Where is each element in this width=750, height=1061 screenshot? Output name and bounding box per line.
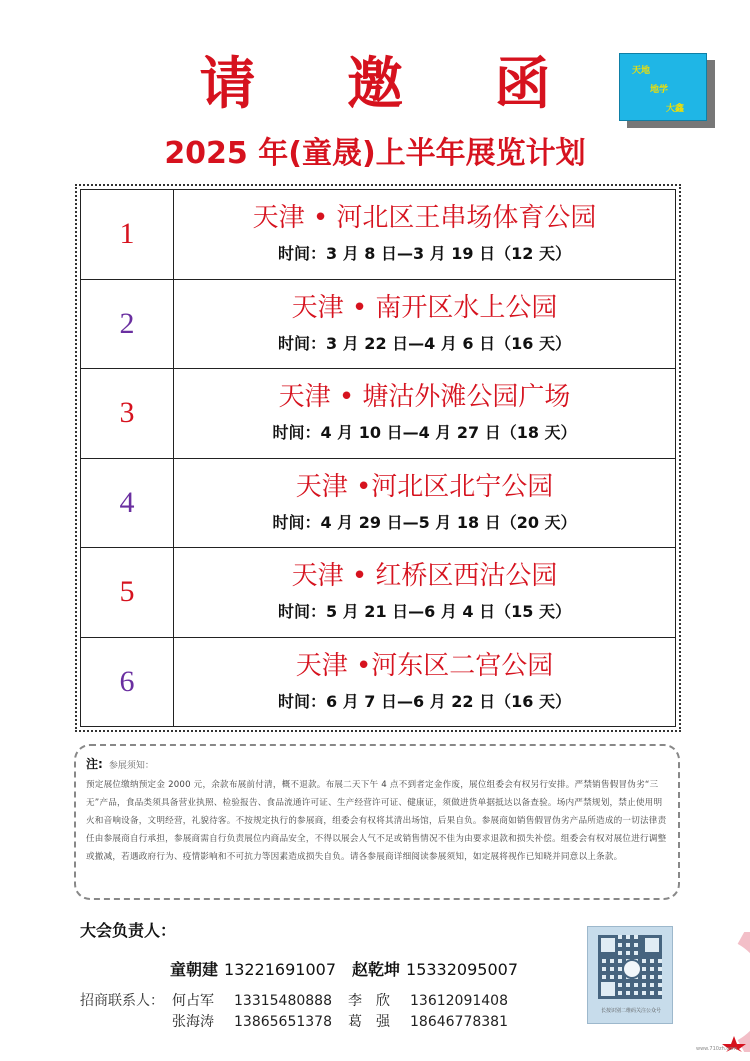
lead-phone: 13221691007 xyxy=(224,960,336,979)
watermark-url: www.710zh.com xyxy=(696,1046,738,1052)
schedule-row xyxy=(81,190,675,280)
qr-code-icon[interactable] xyxy=(598,935,662,999)
lead-phone: 15332095007 xyxy=(406,960,518,979)
contact-phone: 13612091408 xyxy=(410,993,508,1009)
venue-name: 天津 •河东区二宫公园 xyxy=(295,650,554,681)
row-number: 6 xyxy=(81,638,174,727)
notice-text: 预定展位缴纳预定金 2000 元，余款布展前付清，概不退款。布展二天下午 4 点不到者定金作废，展位组委会有权另行安排。严禁销售假冒伪劣“三无”产品，食品类须具备营业执照、检验报告、食品流通许可证、生产经营许可证、健康证，须做进货单据抵达以备查验。场内严禁规划，禁止使用明火和音响设备，文明经营，礼貌待客。不按规定执行的参展商，组委会有权将其清出场馆，后果自负。参展商如销售假冒伪劣产品所造成的一切法律责任由参展商自行承担，参展商需自行负责展位内商品安全，不得以展会人气不足或销售情况不佳为由要求退款和损失补偿。组委会有权对展位进行调整或撤减，若遇政府行为、疫情影响和不可抗力等因素造成损失自负。请各参展商详细阅读参展须知，如定展将视作已知晓并同意以上条款。 xyxy=(86,780,667,862)
qr-card xyxy=(587,926,673,1024)
row-number: 4 xyxy=(81,459,174,548)
page-subtitle: 2025 年(童晟)上半年展览计划 xyxy=(164,136,586,171)
event-dates: 时间：4 月 29 日—5 月 18 日（20 天） xyxy=(272,512,577,532)
lead-name: 童朝建 xyxy=(170,960,219,979)
contact-name: 张海涛 xyxy=(172,1014,214,1030)
contact-phone: 13865651378 xyxy=(234,1014,332,1030)
qr-caption: 长按识别二维码关注公众号 xyxy=(600,1008,661,1014)
notice-subheading: 参展须知： xyxy=(108,761,154,771)
event-dates: 时间：5 月 21 日—6 月 4 日（15 天） xyxy=(278,602,571,622)
lead-contact xyxy=(352,957,518,980)
sales-contact xyxy=(348,1011,508,1031)
notice-label: 注: xyxy=(86,757,103,771)
schedule-table xyxy=(75,184,681,732)
row-number: 1 xyxy=(81,190,174,279)
event-dates: 时间：3 月 8 日—3 月 19 日（12 天） xyxy=(278,244,571,264)
sales-contact xyxy=(172,990,332,1010)
contact-phone: 13315480888 xyxy=(234,993,332,1009)
schedule-row xyxy=(81,638,675,727)
schedule-row xyxy=(81,369,675,459)
sales-contact xyxy=(348,990,508,1010)
schedule-row xyxy=(81,548,675,638)
lead-name: 赵乾坤 xyxy=(352,960,401,979)
contacts-label: 招商联系人： xyxy=(80,993,164,1009)
event-dates: 时间：6 月 7 日—6 月 22 日（16 天） xyxy=(278,691,571,711)
sales-contact xyxy=(172,1011,332,1031)
notice-box xyxy=(74,744,680,900)
venue-name: 天津 • 河北区王串场体育公园 xyxy=(252,203,597,234)
schedule-row xyxy=(81,280,675,370)
row-number: 2 xyxy=(81,280,174,369)
row-number: 3 xyxy=(81,369,174,458)
venue-name: 天津 • 塘沽外滩公园广场 xyxy=(278,382,571,413)
contact-name: 何占军 xyxy=(172,993,214,1009)
event-dates: 时间：4 月 10 日—4 月 27 日（18 天） xyxy=(272,423,577,443)
venue-name: 天津 • 南开区水上公园 xyxy=(291,292,558,323)
responsible-label: 大会负责人： xyxy=(80,921,177,940)
event-dates: 时间：3 月 22 日—4 月 6 日（16 天） xyxy=(278,333,571,353)
page-title: 请 邀 函 xyxy=(199,51,587,117)
watermark-seal-icon xyxy=(672,932,750,1052)
venue-name: 天津 • 红桥区西沽公园 xyxy=(291,561,558,592)
row-number: 5 xyxy=(81,548,174,637)
notice-heading xyxy=(86,756,668,774)
contact-name: 葛 强 xyxy=(348,1014,390,1030)
stamp-line-3: 大鑫 xyxy=(666,104,685,114)
schedule-row xyxy=(81,459,675,549)
contact-name: 李 欣 xyxy=(348,993,390,1009)
stamp-line-1: 天地 xyxy=(632,66,651,76)
stamp-line-2: 地学 xyxy=(650,85,669,95)
lead-contact xyxy=(170,957,336,980)
contact-phone: 18646778381 xyxy=(410,1014,508,1030)
site-watermark xyxy=(672,932,750,1052)
wechat-icon xyxy=(622,959,642,979)
venue-name: 天津 •河北区北宁公园 xyxy=(295,471,554,502)
corner-stamp xyxy=(619,53,707,121)
